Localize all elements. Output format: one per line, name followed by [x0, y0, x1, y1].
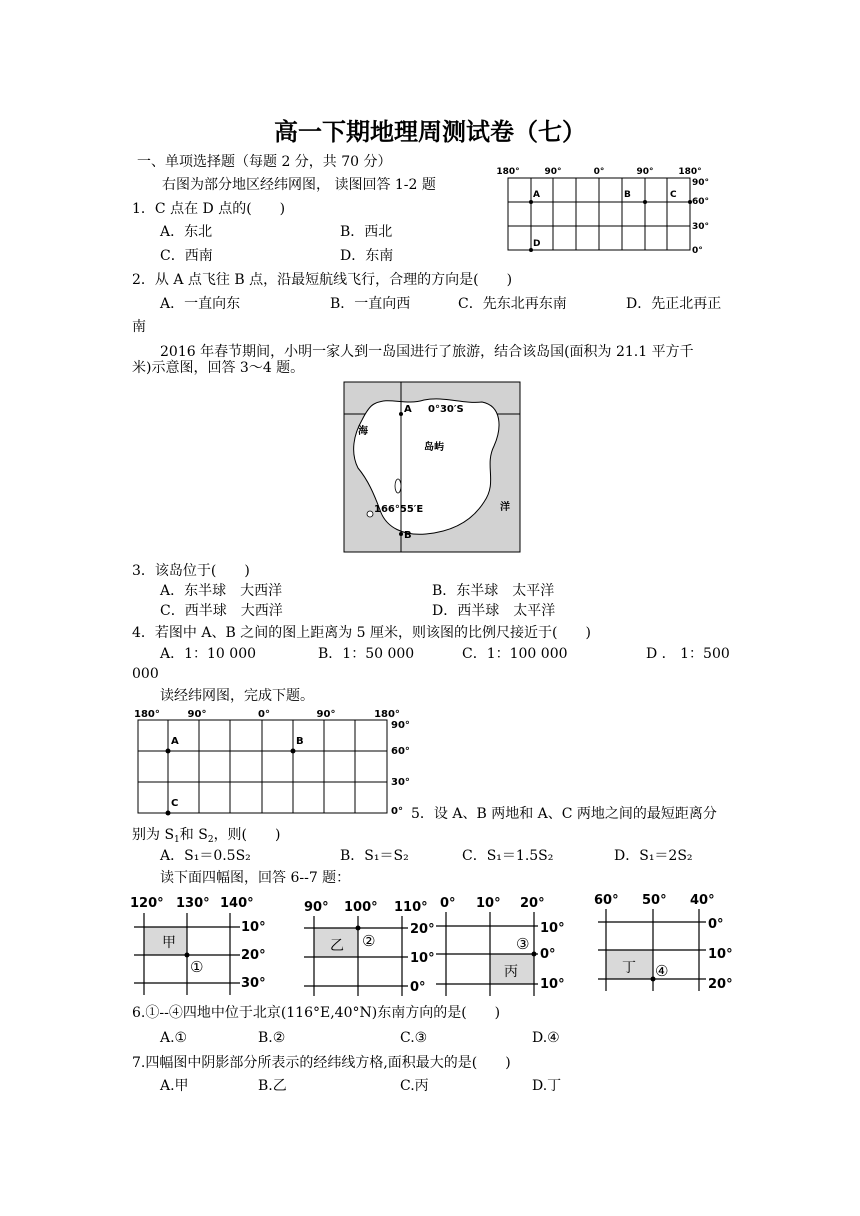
graticule-jia	[130, 892, 270, 996]
q3-option-c[interactable]: C．西半球 大西洋	[160, 603, 283, 619]
ding-label: 丁	[622, 960, 636, 976]
ocean-label: 洋	[500, 502, 510, 513]
q2-option-d-cont: 南	[132, 319, 146, 335]
map1-point-b: B	[624, 190, 631, 200]
q1-stem: 1．C 点在 D 点的( )	[132, 201, 286, 217]
q2-option-a[interactable]: A．一直向东	[160, 296, 241, 312]
section-heading: 一、单项选择题（每题 2 分，共 70 分）	[137, 154, 392, 170]
q3-option-d[interactable]: D．西半球 太平洋	[432, 603, 556, 619]
graticule-ding	[592, 888, 736, 996]
map1-point-c: C	[670, 190, 677, 200]
bing-num: ③	[516, 935, 530, 953]
jia-top-label: 120°	[130, 896, 164, 911]
q4-option-a[interactable]: A．1：10 000	[160, 646, 257, 662]
q1-option-d[interactable]: D．东南	[340, 248, 394, 264]
ding-top-label: 50°	[642, 893, 667, 908]
ding-right-label: 20°	[708, 977, 733, 992]
q4-option-c[interactable]: C．1：100 000	[462, 646, 568, 662]
map3-right-label: 60°	[391, 746, 410, 757]
page-title: 高一下期地理周测试卷（七）	[274, 118, 586, 146]
q6-option-c[interactable]: C.③	[400, 1030, 428, 1046]
q6-option-d[interactable]: D.④	[532, 1030, 560, 1046]
q7-option-c[interactable]: C.丙	[400, 1078, 429, 1094]
jia-label: 甲	[162, 935, 176, 951]
q2-option-d[interactable]: D．先正北再正	[626, 296, 722, 312]
q2-option-c[interactable]: C．先东北再东南	[458, 296, 567, 312]
q3-stem: 3．该岛位于( )	[132, 563, 250, 579]
q3-option-b[interactable]: B．东半球 太平洋	[432, 583, 555, 599]
bing-right-label: 0°	[540, 947, 556, 962]
map3-right-label: 90°	[391, 720, 410, 731]
yi-top-label: 100°	[344, 900, 378, 915]
yi-num: ②	[362, 932, 376, 950]
jia-num: ①	[190, 958, 204, 976]
q5-option-d[interactable]: D．S₁＝2S₂	[614, 848, 693, 864]
graticule-map-1	[490, 160, 720, 260]
bing-top-label: 20°	[520, 896, 545, 911]
bing-top-label: 10°	[476, 896, 501, 911]
q6-stem: 6.①--④四地中位于北京(116°E,40°N)东南方向的是( )	[132, 1005, 501, 1021]
q2-stem: 2．从 A 点飞往 B 点，沿最短航线飞行，合理的方向是( )	[132, 272, 513, 288]
intro-q6-7: 读下面四幅图，回答 6--7 题：	[160, 870, 351, 886]
q7-option-d[interactable]: D.丁	[532, 1078, 562, 1094]
island-lon-label: 166°55′E	[374, 504, 424, 515]
q5-option-a[interactable]: A．S₁＝0.5S₂	[160, 848, 251, 864]
q1-option-a[interactable]: A．东北	[160, 224, 213, 240]
map1-top-label: 90°	[636, 167, 654, 177]
map3-top-label: 0°	[258, 709, 270, 720]
bing-right-label: 10°	[540, 921, 565, 936]
map1-top-label: 180°	[496, 167, 520, 177]
map1-right-label: 30°	[692, 222, 710, 232]
q6-option-b[interactable]: B.②	[258, 1030, 286, 1046]
island-map	[344, 382, 520, 552]
bing-label: 丙	[504, 964, 518, 980]
q7-stem: 7.四幅图中阴影部分所表示的经纬线方格,面积最大的是( )	[132, 1055, 511, 1071]
map1-right-label: 60°	[692, 197, 710, 207]
map3-top-label: 90°	[187, 709, 207, 720]
q1-option-c[interactable]: C．西南	[160, 248, 213, 264]
intro-q1-2: 右图为部分地区经纬网图， 读图回答 1-2 题	[162, 177, 436, 193]
q5-line2: 别为 $S_1$和 $S_2$，则( )	[132, 827, 281, 845]
bing-top-label: 0°	[440, 896, 456, 911]
q7-option-a[interactable]: A.甲	[160, 1078, 189, 1094]
jia-top-label: 130°	[176, 896, 210, 911]
island-point-a: A	[404, 404, 412, 415]
q4-option-d[interactable]: D ． 1：500	[646, 646, 730, 662]
island-name-label: 岛屿	[424, 442, 444, 453]
yi-top-label: 110°	[394, 900, 428, 915]
map3-top-label: 180°	[374, 709, 400, 720]
graticule-map-3	[130, 704, 410, 820]
yi-right-label: 0°	[410, 980, 426, 995]
map3-right-label: 0°	[391, 806, 403, 817]
ding-num: ④	[655, 962, 669, 980]
map3-top-label: 180°	[134, 709, 160, 720]
map1-top-label: 90°	[544, 167, 562, 177]
q5-line1: 5．设 A、B 两地和 A、C 两地之间的最短距离分	[411, 806, 717, 822]
map1-top-label: 0°	[593, 167, 605, 177]
q3-option-a[interactable]: A．东半球 大西洋	[160, 583, 283, 599]
lake-shape	[395, 479, 401, 493]
bing-right-label: 10°	[540, 977, 565, 992]
map1-point-d: D	[533, 239, 541, 249]
jia-top-label: 140°	[220, 896, 254, 911]
ding-top-label: 40°	[690, 893, 715, 908]
ding-right-label: 10°	[708, 947, 733, 962]
q2-option-b[interactable]: B．一直向西	[330, 296, 411, 312]
island-lat-label: 0°30′S	[428, 404, 464, 415]
q5-option-b[interactable]: B．S₁＝S₂	[340, 848, 409, 864]
jia-right-label: 20°	[241, 948, 266, 963]
q4-option-d-cont: 000	[132, 666, 159, 682]
graticule-bing	[436, 892, 566, 996]
sea-label: 海	[358, 426, 368, 437]
q7-option-b[interactable]: B.乙	[258, 1078, 287, 1094]
q6-option-a[interactable]: A.①	[160, 1030, 188, 1046]
yi-label: 乙	[330, 938, 344, 954]
map3-point-a: A	[171, 736, 179, 747]
map3-right-label: 30°	[391, 777, 410, 788]
map1-right-label: 0°	[692, 246, 703, 256]
q5-option-c[interactable]: C．S₁＝1.5S₂	[462, 848, 554, 864]
intro-q5: 读经纬网图，完成下题。	[160, 688, 314, 704]
map1-top-label: 180°	[678, 167, 702, 177]
jia-right-label: 30°	[241, 976, 266, 991]
intro-q3-4-line2: 米)示意图，回答 3～4 题。	[132, 360, 305, 376]
yi-right-label: 10°	[410, 951, 435, 966]
ding-top-label: 60°	[594, 893, 619, 908]
q4-stem: 4．若图中 A、B 之间的图上距离为 5 厘米，则该图的比例尺接近于( )	[132, 625, 591, 641]
map3-point-c: C	[171, 798, 179, 809]
island-point-b: B	[404, 530, 412, 541]
yi-right-label: 20°	[410, 922, 435, 937]
yi-top-label: 90°	[304, 900, 329, 915]
q1-option-b[interactable]: B．西北	[340, 224, 393, 240]
map3-top-label: 90°	[316, 709, 336, 720]
graticule-yi	[304, 892, 434, 996]
jia-right-label: 10°	[241, 920, 266, 935]
ding-right-label: 0°	[708, 917, 724, 932]
map3-point-b: B	[296, 736, 304, 747]
q4-option-b[interactable]: B．1：50 000	[318, 646, 415, 662]
intro-q3-4-line1: 2016 年春节期间，小明一家人到一岛国进行了旅游，结合该岛国(面积为 21.1 平方千	[160, 344, 694, 360]
map1-point-a: A	[533, 190, 540, 200]
map1-right-label: 90°	[692, 178, 710, 188]
